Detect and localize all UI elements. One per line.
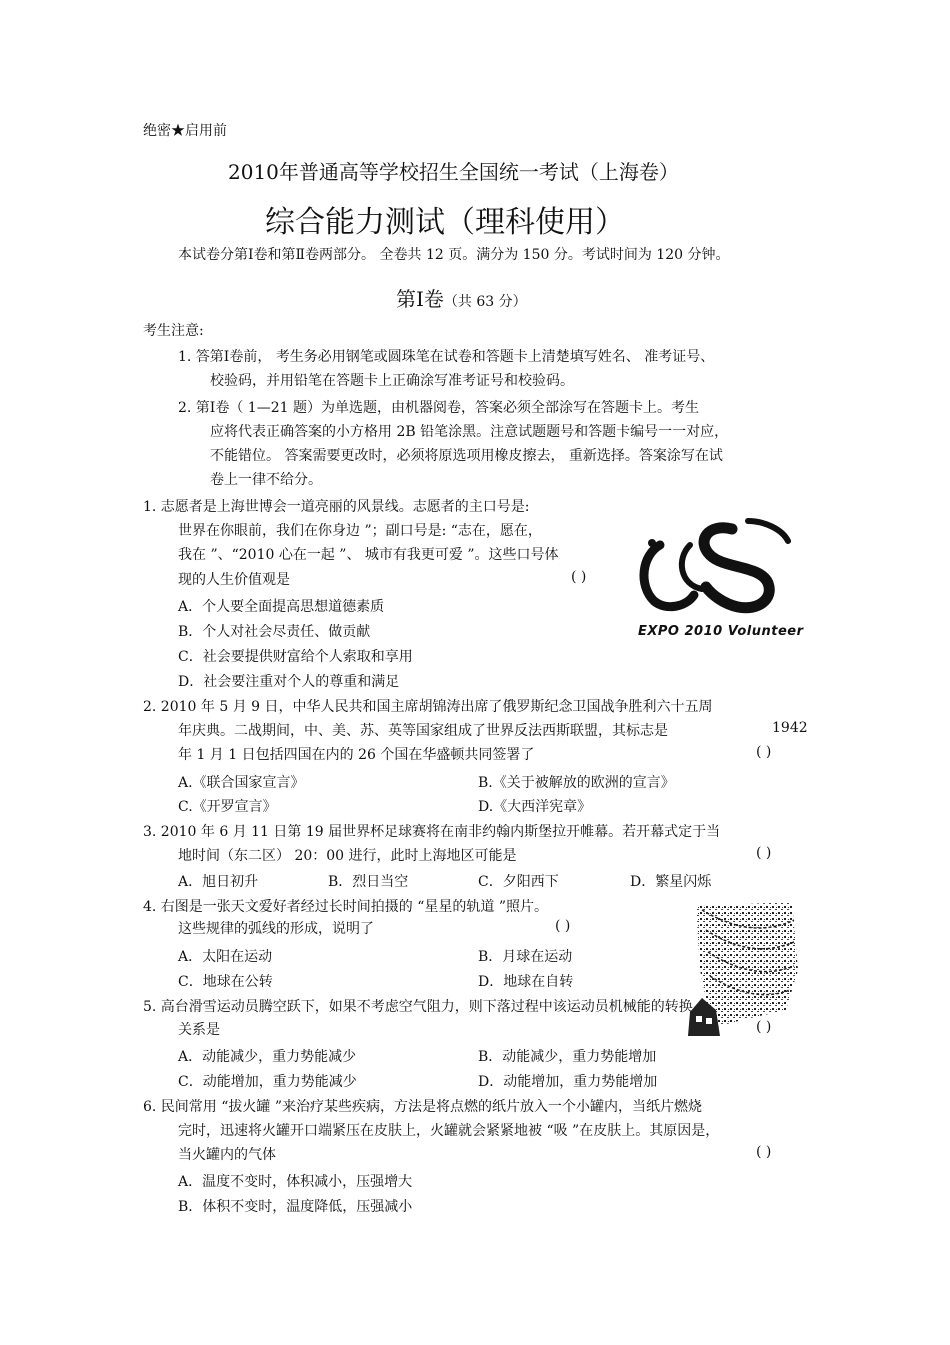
q1-line-2: 世界在你眼前，我们在你身边 ”；副口号是: “志在，愿在，: [178, 523, 542, 539]
note-2-line-3: 不能错位。 答案需要更改时，必须将原选项用橡皮擦去， 重新选择。答案涂写在试: [210, 448, 723, 464]
q5-line-2: 关系是: [178, 1022, 220, 1038]
expo-logo-caption: EXPO 2010 Volunteer: [638, 624, 804, 639]
expo-volunteer-logo: [632, 515, 802, 625]
q1-option-a: A．个人要全面提高思想道德素质: [178, 599, 385, 615]
q2-line-1: 2. 2010 年 5 月 9 日，中华人民共和国主席胡锦涛出席了俄罗斯纪念卫国战争胜利六十五周: [143, 699, 713, 715]
q2-line-2-year: 1942: [772, 720, 808, 736]
note-1-line-1: 1. 答第Ⅰ卷前， 考生务必用钢笔或圆珠笔在试卷和答题卡上清楚填写姓名、 准考证号、: [178, 349, 715, 365]
q6-answer-paren: ( ): [756, 1144, 772, 1160]
q3-line-1: 3. 2010 年 6 月 11 日第 19 届世界杯足球赛将在南非约翰内斯堡拉开帷幕。若开幕式定于当: [143, 824, 721, 840]
q4-option-a: A．太阳在运动: [178, 949, 273, 965]
q3-option-b: B．烈日当空: [328, 874, 409, 890]
q4-option-c: C．地球在公转: [178, 974, 273, 990]
q3-option-d: D．繁星闪烁: [630, 874, 712, 890]
q5-option-d: D．动能增加，重力势能增加: [478, 1074, 658, 1090]
q1-option-d: D．社会要注重对个人的尊重和满足: [178, 674, 400, 690]
notes-heading: 考生注意:: [143, 323, 204, 339]
exam-intro: 本试卷分第Ⅰ卷和第Ⅱ卷两部分。 全卷共 12 页。满分为 150 分。考试时间为 120 分钟。: [178, 247, 730, 263]
q3-option-c: C．夕阳西下: [478, 874, 559, 890]
star-trails-photo: [682, 900, 800, 1040]
q5-option-b: B．动能减少，重力势能增加: [478, 1049, 657, 1065]
q2-option-a: A.《联合国家宣言》: [178, 775, 305, 791]
main-title: 综合能力测试（理科使用）: [265, 205, 625, 240]
q6-line-2: 完时，迅速将火罐开口端紧压在皮肤上，火罐就会紧紧地被 “吸 ”在皮肤上。其原因是，: [178, 1123, 720, 1139]
q6-line-1: 6. 民间常用 “拔火罐 ”来治疗某些疾病，方法是将点燃的纸片放入一个小罐内，当纸片燃烧: [143, 1099, 703, 1115]
q2-line-2: 年庆典。二战期间，中、美、苏、英等国家组成了世界反法西斯联盟，其标志是: [178, 723, 668, 739]
q5-answer-paren: ( ): [756, 1019, 772, 1035]
q1-option-c: C．社会要提供财富给个人索取和享用: [178, 649, 413, 665]
q2-option-c: C.《开罗宣言》: [178, 799, 277, 815]
q2-option-d: D.《大西洋宪章》: [478, 799, 592, 815]
q6-option-a: A．温度不变时，体积减小，压强增大: [178, 1174, 413, 1190]
q1-line-1: 1. 志愿者是上海世博会一道亮丽的风景线。志愿者的主口号是:: [143, 499, 530, 515]
section-title-main: 第Ⅰ卷: [396, 287, 444, 311]
q2-line-3: 年 1 月 1 日包括四国在内的 26 个国在华盛顿共同签署了: [178, 747, 535, 763]
q2-option-b: B.《关于被解放的欧洲的宣言》: [478, 775, 675, 791]
section-title: [396, 283, 527, 312]
q4-line-2: 这些规律的弧线的形成，说明了: [178, 921, 374, 937]
q1-line-4: 现的人生价值观是: [178, 572, 290, 588]
q4-line-1: 4. 右图是一张天文爱好者经过长时间拍摄的 “星星的轨道 ”照片。: [143, 899, 549, 915]
exam-title: 2010年普通高等学校招生全国统一考试（上海卷）: [228, 160, 679, 184]
q1-option-b: B．个人对社会尽责任、做贡献: [178, 624, 371, 640]
secret-label: 绝密★启用前: [143, 123, 227, 139]
q5-option-a: A．动能减少，重力势能减少: [178, 1049, 357, 1065]
note-1-line-2: 校验码，并用铅笔在答题卡上正确涂写准考证号和校验码。: [210, 373, 574, 389]
q4-option-d: D．地球在自转: [478, 974, 574, 990]
q3-option-a: A．旭日初升: [178, 874, 259, 890]
note-2-line-1: 2. 第Ⅰ卷（ 1—21 题）为单选题，由机器阅卷，答案必须全部涂写在答题卡上。考生: [178, 400, 699, 416]
q1-answer-paren: ( ): [571, 569, 587, 585]
note-2-line-4: 卷上一律不给分。: [210, 472, 322, 488]
q5-line-1: 5. 高台滑雪运动员腾空跃下，如果不考虑空气阻力，则下落过程中该运动员机械能的转换: [143, 999, 693, 1015]
q6-option-b: B．体积不变时，温度降低，压强减小: [178, 1199, 413, 1215]
q6-line-3: 当火罐内的气体: [178, 1147, 276, 1163]
q4-option-b: B．月球在运动: [478, 949, 573, 965]
q2-answer-paren: ( ): [756, 744, 772, 760]
q3-answer-paren: ( ): [756, 845, 772, 861]
section-title-sub: （共 63 分）: [443, 294, 527, 310]
q4-answer-paren: ( ): [555, 918, 571, 934]
q3-line-2: 地时间（东二区） 20：00 进行，此时上海地区可能是: [178, 848, 517, 864]
q5-option-c: C．动能增加，重力势能减少: [178, 1074, 357, 1090]
note-2-line-2: 应将代表正确答案的小方格用 2B 铅笔涂黑。注意试题题号和答题卡编号一一对应，: [210, 424, 729, 440]
q1-line-3: 我在 ”、“2010 心在一起 ”、 城市有我更可爱 ”。这些口号体: [178, 547, 559, 563]
